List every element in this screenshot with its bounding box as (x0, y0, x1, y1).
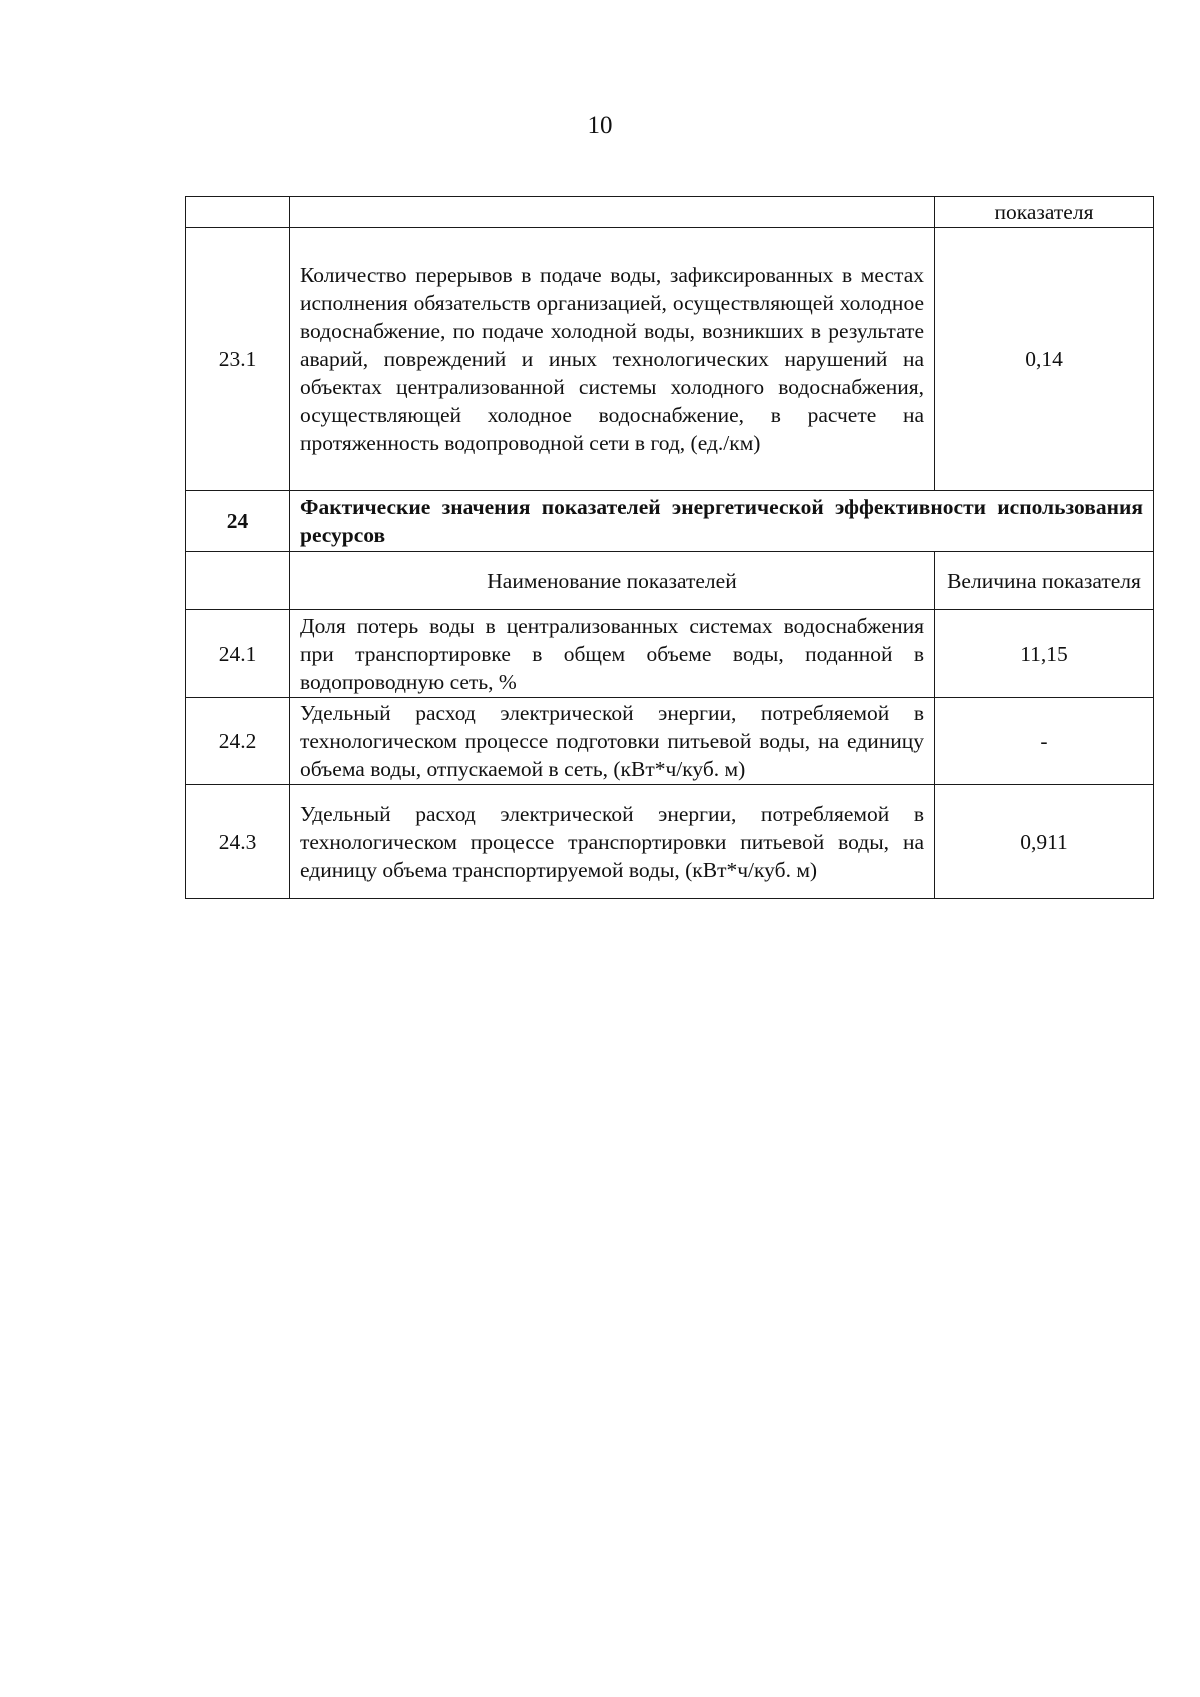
row-value: 0,14 (935, 228, 1154, 491)
row-value: 11,15 (935, 610, 1154, 698)
header-num-cell (186, 197, 290, 228)
table-header-continued (186, 197, 1154, 228)
table-row (186, 698, 1154, 785)
row-description: Удельный расход электрической энергии, потребляемой в технологическом процессе подготовки питьевой воды, на единицу объема воды, отпускаемой в сеть, (кВт*ч/куб. м) (290, 698, 935, 785)
section-row (186, 491, 1154, 552)
section-header-row (186, 552, 1154, 610)
row-number: 24.3 (186, 785, 290, 899)
row-description: Удельный расход электрической энергии, потребляемой в технологическом процессе транспортировки питьевой воды, на единицу объема транспортируемой воды, (кВт*ч/куб. м) (290, 785, 935, 899)
row-description: Количество перерывов в подаче воды, зафиксированных в местах исполнения обязательств организацией, осуществляющей холодное водоснабжение, по подаче холодной воды, возникших в результате аварий, повреждений и иных технологических нарушений на объектах централизованной системы холодного водоснабжения, осуществляющей холодное водоснабжение, в расчете на протяженность водопроводной сети в год, (ед./км) (290, 228, 935, 491)
page-number: 10 (587, 112, 613, 139)
header-description-cell (290, 197, 935, 228)
section-header-value: Величина показателя (935, 552, 1154, 610)
section-header-description: Наименование показателей (290, 552, 935, 610)
row-value: - (935, 698, 1154, 785)
section-number: 24 (186, 491, 290, 552)
table-row (186, 785, 1154, 899)
row-number: 23.1 (186, 228, 290, 491)
section-header-num-cell (186, 552, 290, 610)
row-value: 0,911 (935, 785, 1154, 899)
row-number: 24.2 (186, 698, 290, 785)
row-description: Доля потерь воды в централизованных системах водоснабжения при транспортировке в общем объеме воды, поданной в водопроводную сеть, % (290, 610, 935, 698)
header-value-cell: показателя (935, 197, 1154, 228)
indicators-table (185, 196, 1154, 899)
table-row (186, 610, 1154, 698)
table-row (186, 228, 1154, 491)
section-title: Фактические значения показателей энергетической эффективности использования ресурсов (290, 491, 1154, 552)
row-number: 24.1 (186, 610, 290, 698)
